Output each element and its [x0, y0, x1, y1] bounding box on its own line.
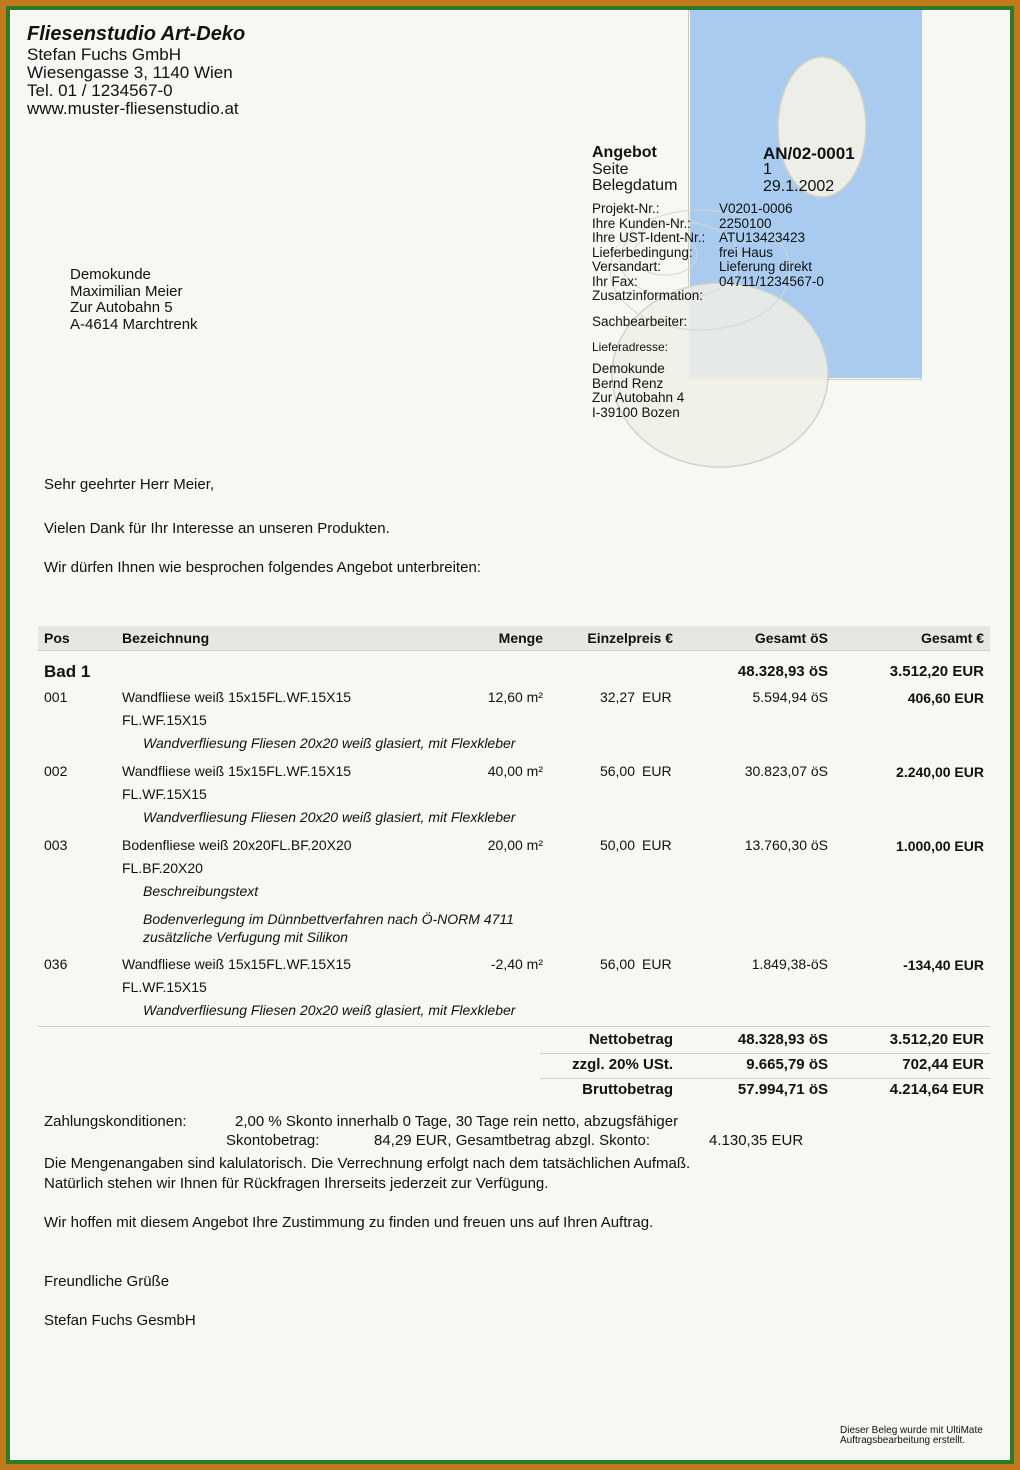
intro-line: Vielen Dank für Ihr Interesse an unseren Produkten. [44, 520, 390, 537]
table-bottom-rule [38, 1026, 990, 1027]
net-total-ats: 48.328,93 öS [737, 1031, 828, 1048]
delivery-line: Zur Autobahn 4 [592, 390, 685, 405]
row-quantity: -2,40 m² [490, 956, 543, 972]
row-description: Bodenverlegung im Dünnbettverfahren nach Ö-NORM 4711 [143, 911, 514, 927]
row-quantity: 20,00 m² [487, 837, 543, 853]
doc-type-label: Angebot [592, 144, 657, 161]
signature: Stefan Fuchs GesmbH [44, 1312, 196, 1329]
group-total-ats: 48.328,93 öS [737, 663, 828, 680]
recipient-line: Demokunde [70, 266, 151, 283]
net-label: Nettobetrag [588, 1031, 673, 1048]
recipient-line: Zur Autobahn 5 [70, 299, 173, 316]
net-total-eur: 3.512,20 EUR [889, 1031, 984, 1048]
row-total-ats: 5.594,94 öS [752, 689, 828, 705]
discount-label: Skontobetrag: [226, 1132, 320, 1149]
row-total-eur: 406,60 EUR [907, 690, 984, 706]
row-total-ats: 30.823,07 öS [744, 763, 828, 779]
row-article-code: FL.BF.20X20 [122, 860, 203, 876]
row-currency: EUR [642, 956, 672, 972]
vat-total-ats: 9.665,79 öS [746, 1056, 828, 1073]
doc-number: AN/02-0001 [763, 144, 855, 163]
field-label: Versandart: [592, 259, 662, 274]
vat-label: zzgl. 20% USt. [572, 1056, 673, 1073]
column-header-total-ats: Gesamt öS [754, 630, 828, 646]
row-total-ats: 13.760,30 öS [744, 837, 828, 853]
salutation: Sehr geehrter Herr Meier, [44, 476, 215, 493]
payment-label: Zahlungskonditionen: [44, 1113, 187, 1130]
field-label: Ihre Kunden-Nr.: [592, 216, 692, 231]
doc-date: 29.1.2002 [763, 178, 835, 195]
company-legal-name: Stefan Fuchs GmbH [27, 45, 182, 64]
company-address: Wiesengasse 3, 1140 Wien [27, 63, 233, 82]
row-article-code: FL.WF.15X15 [122, 979, 207, 995]
field-label: Lieferbedingung: [592, 245, 693, 260]
row-pos: 003 [44, 837, 68, 853]
gross-total-ats: 57.994,71 öS [737, 1081, 828, 1098]
group-total-eur: 3.512,20 EUR [889, 663, 984, 680]
row-total-eur: 1.000,00 EUR [896, 838, 984, 854]
row-total-eur: -134,40 EUR [903, 957, 984, 973]
row-article: Wandfliese weiß 15x15FL.WF.15X15 [122, 763, 352, 779]
row-unit-price: 56,00 [599, 763, 635, 779]
delivery-line: I-39100 Bozen [592, 405, 680, 420]
totals-rule [540, 1053, 990, 1054]
row-pos: 001 [44, 689, 68, 705]
field-value: Lieferung direkt [719, 259, 813, 274]
row-description: Wandverfliesung Fliesen 20x20 weiß glasiert, mit Flexkleber [143, 809, 516, 825]
row-currency: EUR [642, 837, 672, 853]
row-article: Bodenfliese weiß 20x20FL.BF.20X20 [122, 837, 352, 853]
closing-note: Natürlich stehen wir Ihnen für Rückfragen Ihrerseits jederzeit zur Verfügung. [44, 1175, 549, 1192]
company-name: Fliesenstudio Art-Deko [27, 23, 246, 45]
row-currency: EUR [642, 763, 672, 779]
clerk-label: Sachbearbeiter: [592, 314, 688, 329]
field-value: V0201-0006 [719, 201, 793, 216]
row-description: Wandverfliesung Fliesen 20x20 weiß glasiert, mit Flexkleber [143, 1002, 516, 1018]
vat-total-eur: 702,44 EUR [902, 1056, 984, 1073]
field-label: Zusatzinformation: [592, 288, 704, 303]
page-number: 1 [763, 161, 772, 178]
row-total-ats: 1.849,38-öS [751, 956, 828, 972]
totals-rule [540, 1078, 990, 1079]
row-description: Wandverfliesung Fliesen 20x20 weiß glasiert, mit Flexkleber [143, 735, 516, 751]
column-header-quantity: Menge [498, 630, 543, 646]
gross-total-eur: 4.214,64 EUR [889, 1081, 984, 1098]
discount-total: 4.130,35 EUR [709, 1132, 804, 1149]
column-header-pos: Pos [44, 630, 70, 646]
row-pos: 036 [44, 956, 68, 972]
column-header-unit-price: Einzelpreis € [587, 630, 673, 646]
closing-greeting: Freundliche Grüße [44, 1273, 170, 1290]
software-footer-note: Dieser Beleg wurde mit UltiMate Auftragsbearbeitung erstellt. [840, 1425, 983, 1446]
row-total-eur: 2.240,00 EUR [896, 764, 984, 780]
row-currency: EUR [642, 689, 672, 705]
row-unit-price: 50,00 [599, 837, 635, 853]
page-label: Seite [592, 161, 629, 178]
delivery-line: Demokunde [592, 361, 665, 376]
row-description: zusätzliche Verfugung mit Silikon [143, 929, 348, 945]
row-article-code: FL.WF.15X15 [122, 786, 207, 802]
gross-label: Bruttobetrag [582, 1081, 673, 1098]
field-value: 04711/1234567-0 [719, 274, 824, 289]
recipient-line: A-4614 Marchtrenk [70, 316, 198, 333]
closing-hope: Wir hoffen mit diesem Angebot Ihre Zustimmung zu finden und freuen uns auf Ihren Auftrag. [44, 1214, 654, 1231]
group-title: Bad 1 [44, 662, 91, 681]
recipient-line: Maximilian Meier [70, 283, 183, 300]
row-article-code: FL.WF.15X15 [122, 712, 207, 728]
date-label: Belegdatum [592, 177, 678, 194]
row-pos: 002 [44, 763, 68, 779]
row-quantity: 40,00 m² [487, 763, 543, 779]
closing-note: Die Mengenangaben sind kalulatorisch. Die Verrechnung erfolgt nach dem tatsächlichen Aufmaß. [44, 1155, 691, 1172]
field-value: frei Haus [719, 245, 774, 260]
row-article: Wandfliese weiß 15x15FL.WF.15X15 [122, 956, 352, 972]
row-unit-price: 56,00 [599, 956, 635, 972]
delivery-label: Lieferadresse: [592, 340, 669, 354]
offer-document [10, 10, 1010, 1460]
field-label: Ihr Fax: [592, 274, 638, 289]
column-header-total-eur: Gesamt € [920, 630, 984, 646]
field-label: Projekt-Nr.: [592, 201, 660, 216]
row-description: Beschreibungstext [143, 883, 259, 899]
field-value: 2250100 [719, 216, 772, 231]
intro-line: Wir dürfen Ihnen wie besprochen folgendes Angebot unterbreiten: [44, 559, 481, 576]
field-label: Ihre UST-Ident-Nr.: [592, 230, 706, 245]
company-website[interactable]: www.muster-fliesenstudio.at [27, 99, 239, 118]
row-unit-price: 32,27 [599, 689, 635, 705]
discount-value: 84,29 EUR, Gesamtbetrag abzgl. Skonto: [374, 1132, 650, 1149]
payment-terms: 2,00 % Skonto innerhalb 0 Tage, 30 Tage rein netto, abzugsfähiger [235, 1113, 679, 1130]
field-value: ATU13423423 [719, 230, 806, 245]
delivery-line: Bernd Renz [592, 376, 664, 391]
column-header-description: Bezeichnung [122, 630, 210, 646]
row-article: Wandfliese weiß 15x15FL.WF.15X15 [122, 689, 352, 705]
company-phone: Tel. 01 / 1234567-0 [27, 81, 173, 100]
row-quantity: 12,60 m² [487, 689, 543, 705]
